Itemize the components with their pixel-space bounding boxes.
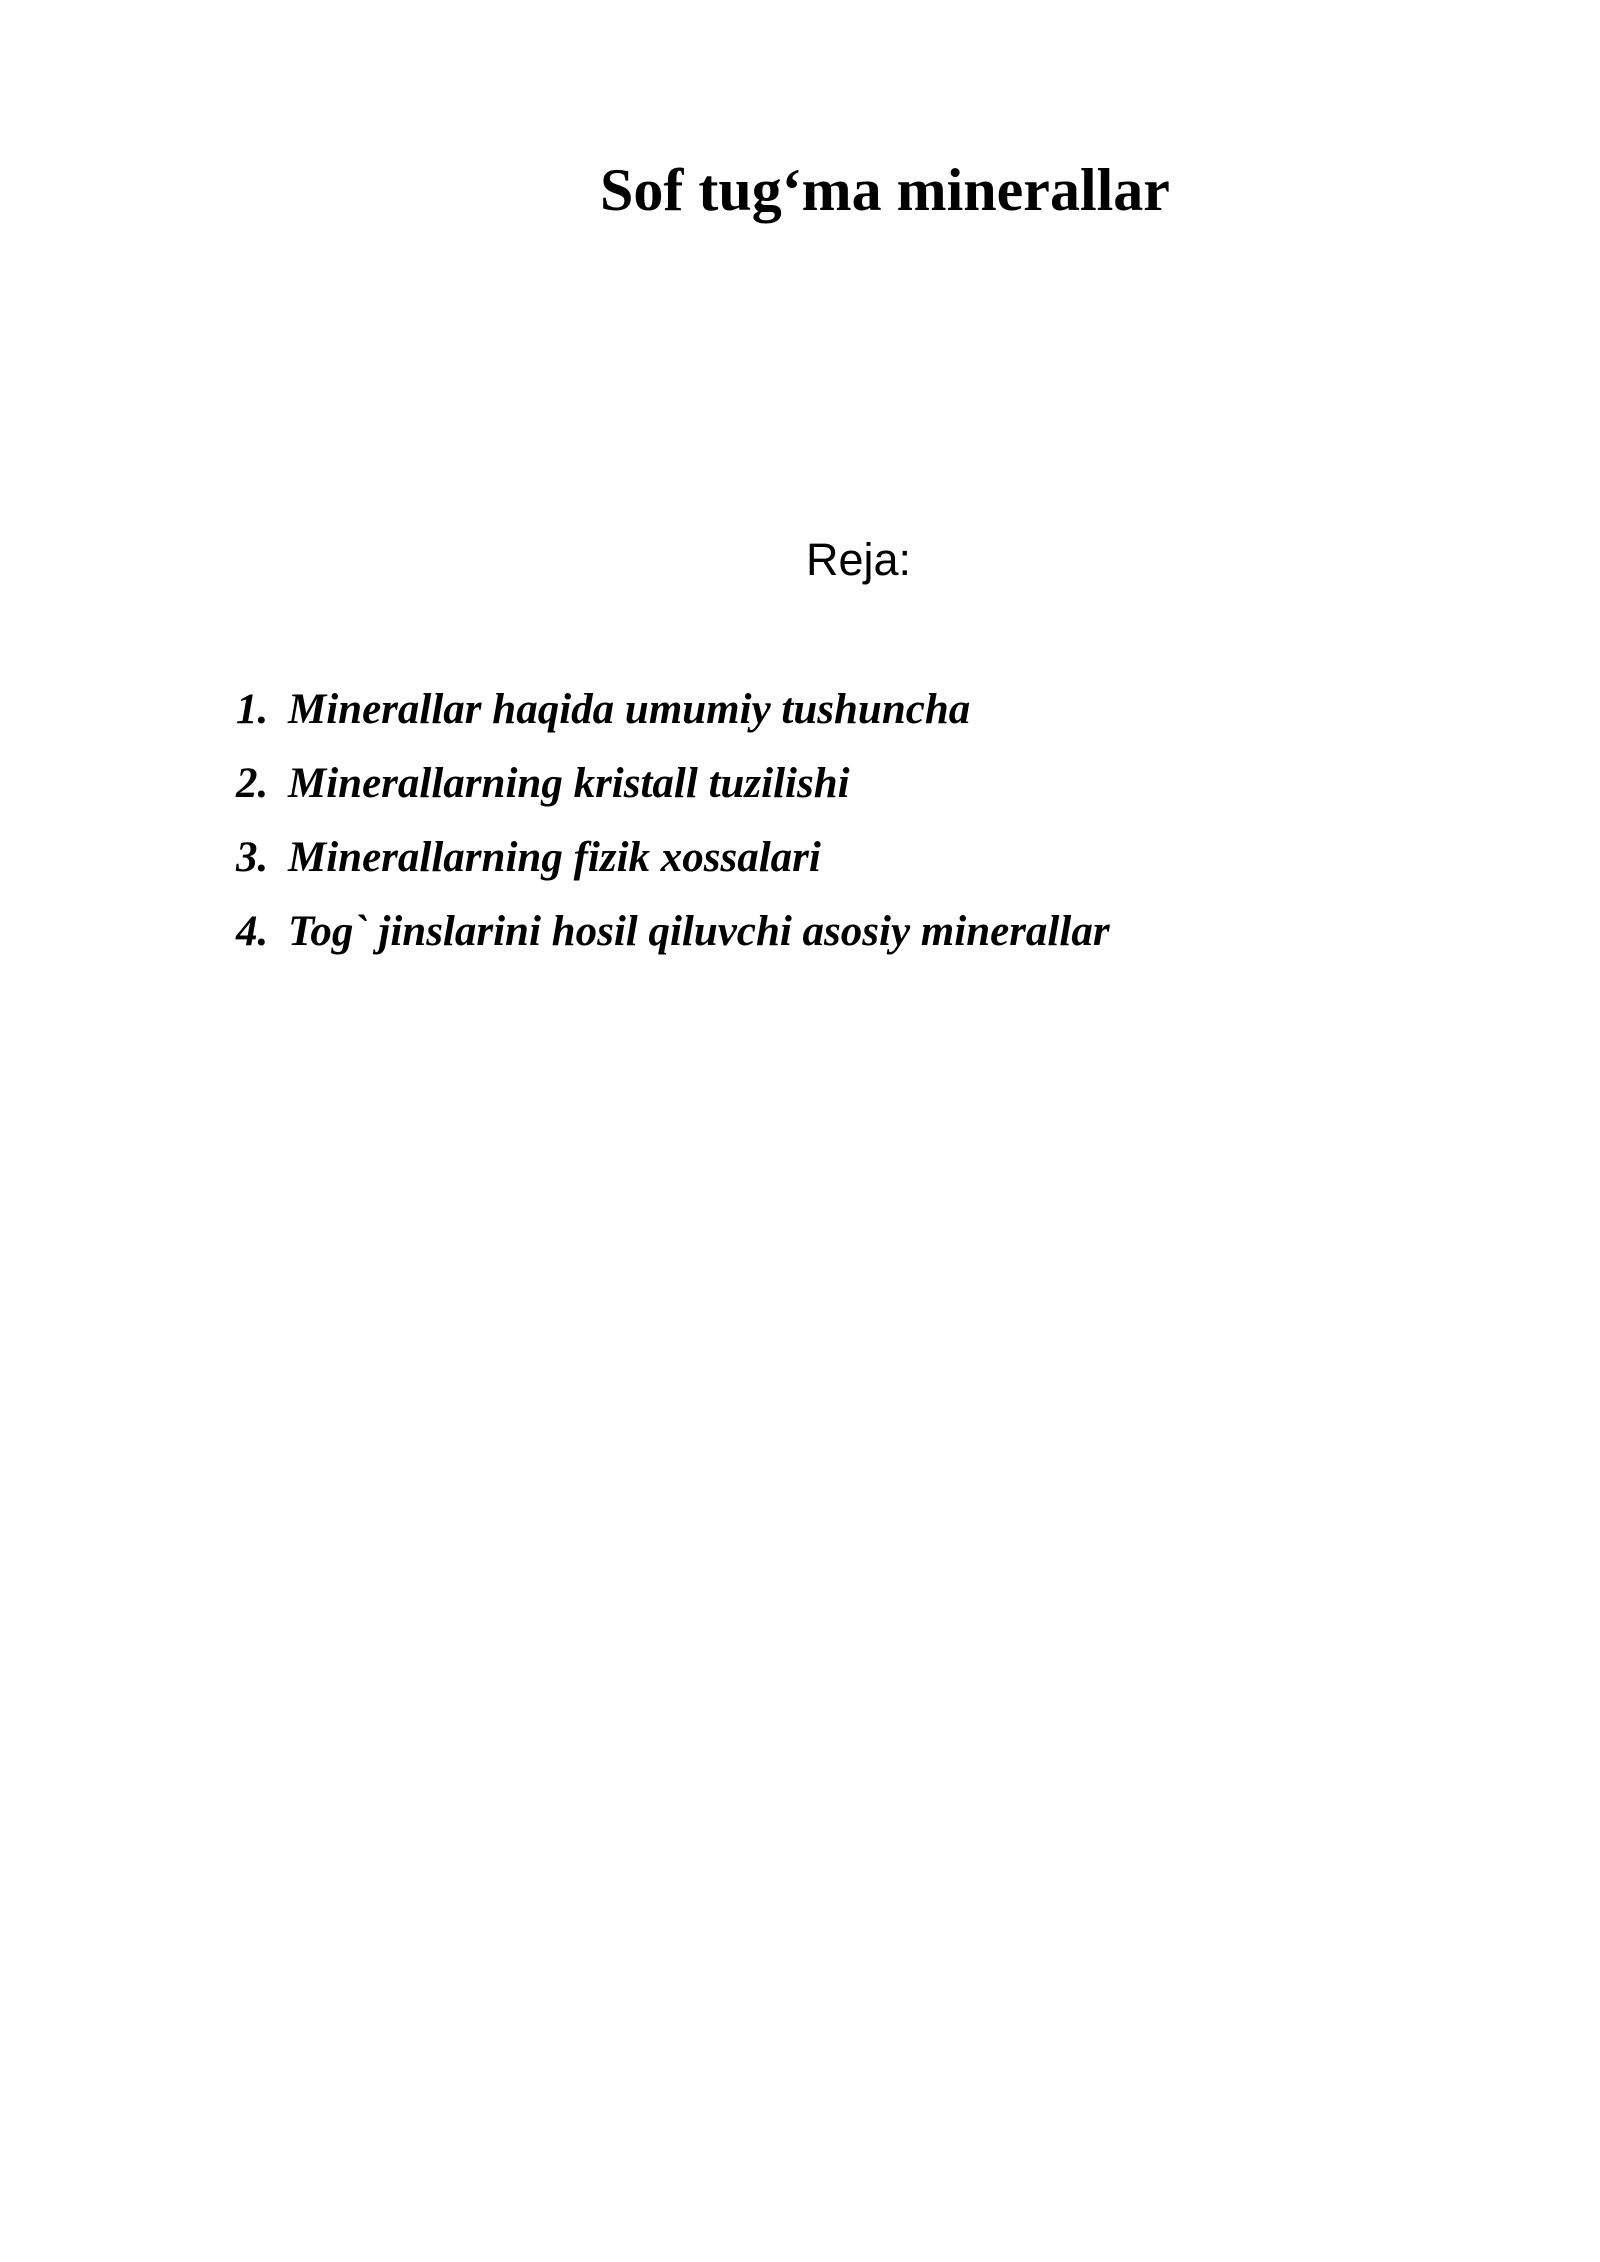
page-title: Sof tug‘ma minerallar [600,157,1170,223]
plan-item-1 [236,680,1110,754]
plan-item-number: 4. [236,908,269,955]
plan-item-text: Minerallarning fizik xossalari [288,834,821,881]
plan-item-text: Minerallarning kristall tuzilishi [288,760,850,807]
plan-heading: Reja: [806,534,912,585]
plan-item-number: 3. [236,834,269,881]
plan-item-4 [236,902,1110,976]
plan-item-text: Tog` jinslarini hosil qiluvchi asosiy minerallar [288,908,1110,955]
plan-item-number: 2. [236,760,269,807]
plan-list [236,680,1110,976]
plan-item-2 [236,754,1110,828]
plan-item-text: Minerallar haqida umumiy tushuncha [288,686,971,733]
plan-item-number: 1. [236,686,269,733]
plan-item-3 [236,828,1110,902]
